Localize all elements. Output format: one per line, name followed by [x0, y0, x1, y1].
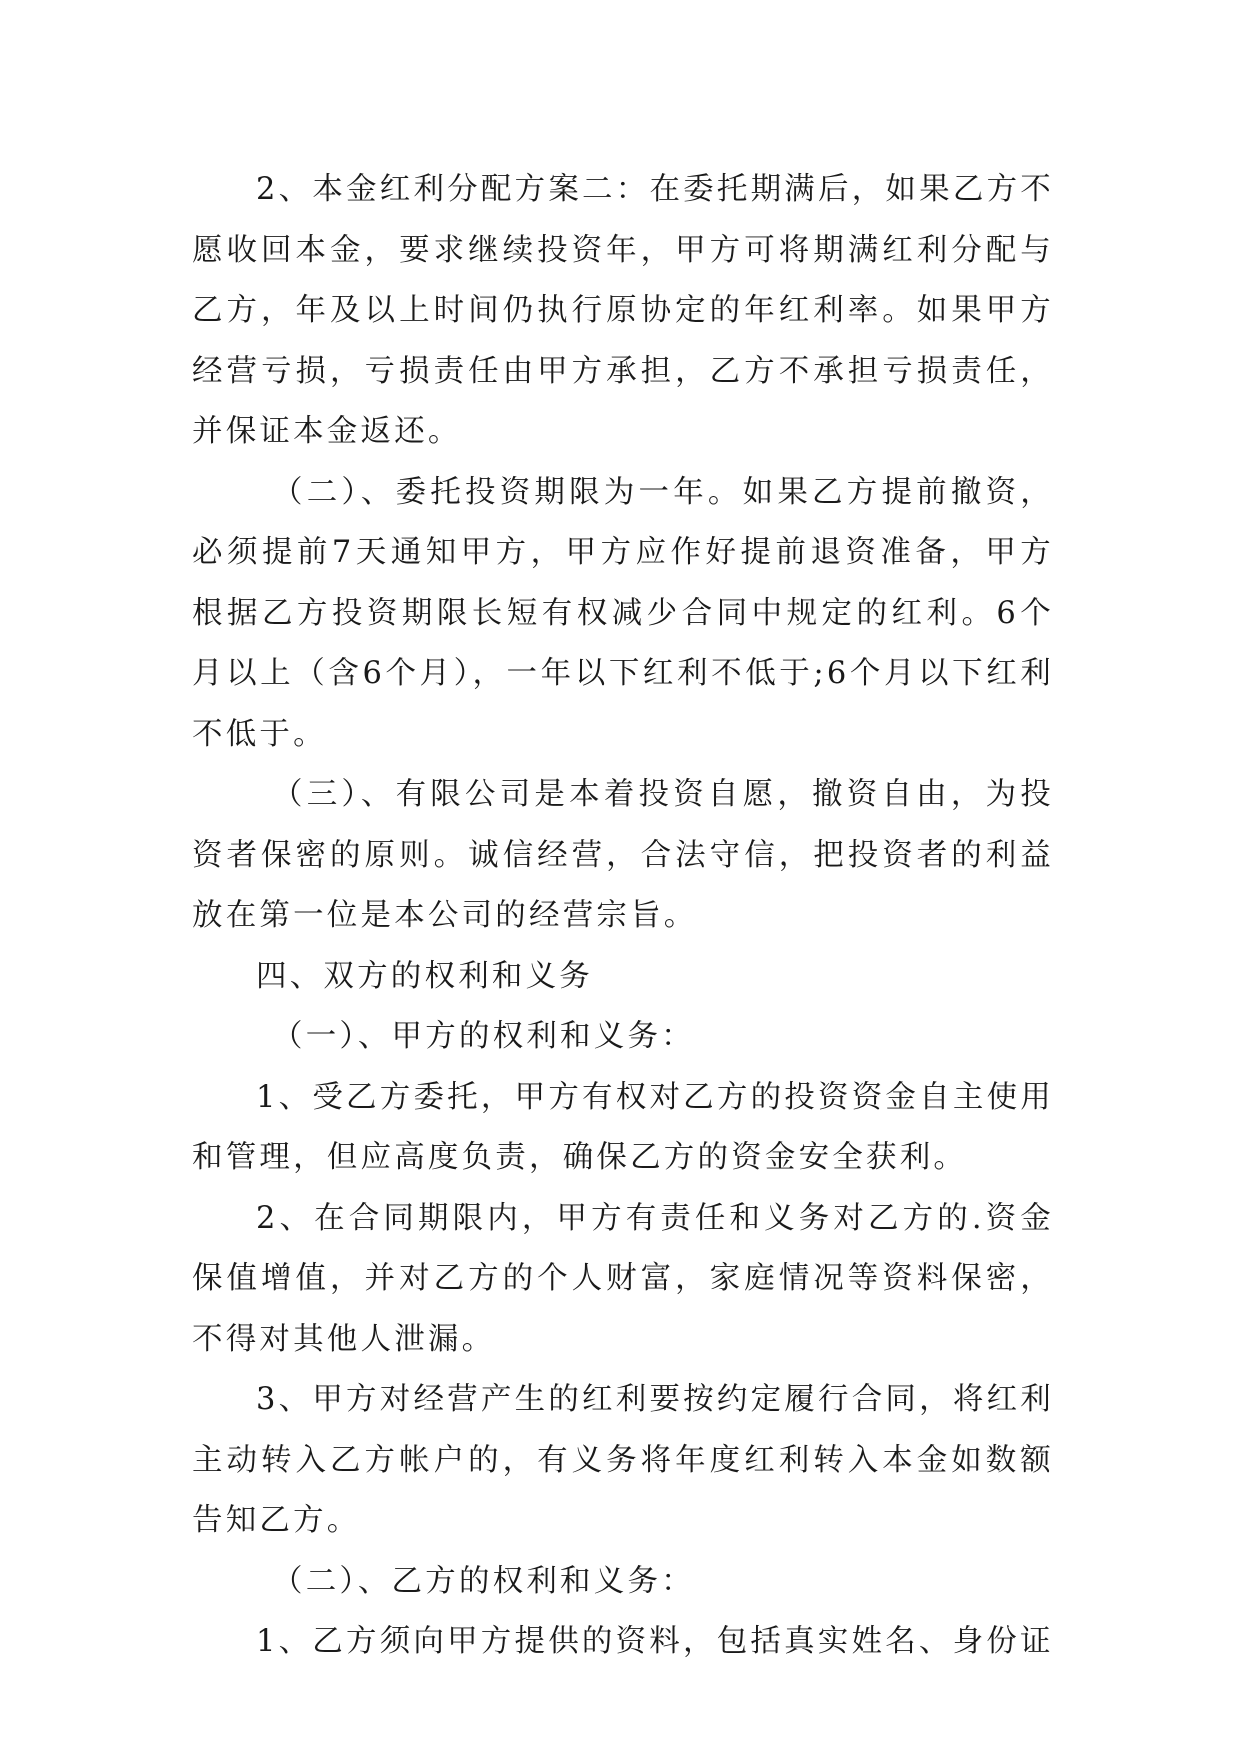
paragraph-party-a-item-3: 3、甲方对经营产生的红利要按约定履行合同，将红利主动转入乙方帐户的，有义务将年度红利转入本金如数额告知乙方。: [192, 1382, 1054, 1538]
document-page: [192, 160, 1054, 1673]
paragraph-company-principles: （三）、有限公司是本着投资自愿，撤资自由，为投资者保密的原则。诚信经营，合法守信，把投资者的利益放在第一位是本公司的经营宗旨。: [192, 777, 1054, 933]
paragraph-party-a-item-1: 1、受乙方委托，甲方有权对乙方的投资资金自主使用和管理，但应高度负责，确保乙方的资金安全获利。: [192, 1079, 1054, 1175]
paragraph-party-a-item-2: 2、在合同期限内，甲方有责任和义务对乙方的.资金保值增值，并对乙方的个人财富，家庭情况等资料保密，不得对其他人泄漏。: [192, 1200, 1054, 1357]
subheading-party-b-rights: （二）、乙方的权利和义务：: [272, 1563, 695, 1599]
paragraph-party-b-item-1: 1、乙方须向甲方提供的资料，包括真实姓名、身份证: [256, 1624, 1054, 1659]
section-heading-rights-obligations: 四、双方的权利和义务: [256, 958, 593, 994]
paragraph-dividend-plan-two: 2、本金红利分配方案二：在委托期满后，如果乙方不愿收回本金，要求继续投资年，甲方可将期满红利分配与乙方，年及以上时间仍执行原协定的年红利率。如果甲方经营亏损，亏损责任由甲方承担，乙方不承担亏损责任，并保证本金返还。: [192, 172, 1054, 449]
subheading-party-a-rights: （一）、甲方的权利和义务：: [272, 1019, 695, 1054]
paragraph-investment-term: （二）、委托投资期限为一年。如果乙方提前撤资，必须提前7天通知甲方，甲方应作好提前退资准备，甲方根据乙方投资期限长短有权减少合同中规定的红利。6个月以上（含6个月），一年以下红利不低于;6个月以下红利不低于。: [192, 474, 1054, 752]
